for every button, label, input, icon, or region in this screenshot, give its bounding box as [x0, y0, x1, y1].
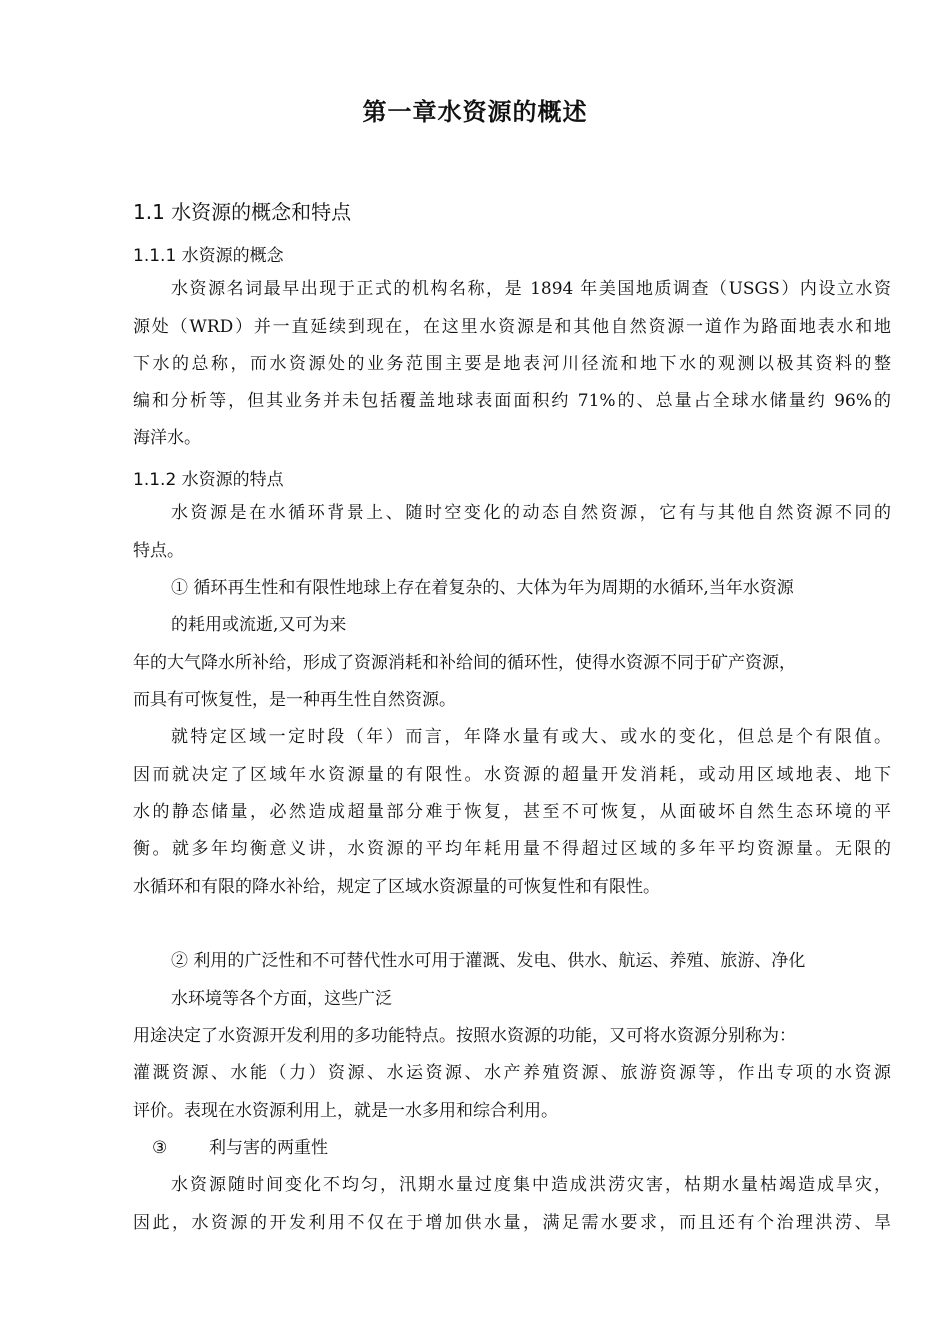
section-heading-1-1-2: 1.1.2 水资源的特点: [133, 470, 284, 490]
paragraph-line: 海洋水。: [133, 428, 201, 448]
paragraph-line: 水资源名词最早出现于正式的机构名称，是 1894 年美国地质调查（USGS）内设立水资: [171, 279, 891, 299]
list-item-1-line: 的耗用或流逝,又可为来: [171, 615, 347, 635]
paragraph-line: 因而就决定了区域年水资源量的有限性。水资源的超量开发消耗，或动用区域地表、地下: [133, 765, 891, 785]
section-heading-1-1: 1.1 水资源的概念和特点: [133, 200, 352, 224]
paragraph-line: 特点。: [133, 541, 184, 561]
list-item-2-line: ② 利用的广泛性和不可替代性水可用于灌溉、发电、供水、航运、养殖、旅游、净化: [171, 951, 806, 971]
paragraph-line: 编和分析等，但其业务并未包括覆盖地球表面面积约 71%的、总量占全球水储量约 96%的: [133, 391, 891, 411]
list-item-2-line: 水环境等各个方面，这些广泛: [171, 989, 392, 1009]
list-item-1-line: ① 循环再生性和有限性地球上存在着复杂的、大体为年为周期的水循环,当年水资源: [171, 578, 794, 598]
paragraph-line: 而具有可恢复性，是一种再生性自然资源。: [133, 690, 456, 710]
chapter-title: 第一章水资源的概述: [362, 98, 588, 126]
paragraph-line: 水循环和有限的降水补给，规定了区域水资源量的可恢复性和有限性。: [133, 877, 660, 897]
paragraph-line: 用途决定了水资源开发利用的多功能特点。按照水资源的功能，又可将水资源分别称为：: [133, 1026, 796, 1046]
paragraph-line: 水的静态储量，必然造成超量部分难于恢复，甚至不可恢复，从面破坏自然生态环境的平: [133, 802, 891, 822]
section-heading-1-1-1: 1.1.1 水资源的概念: [133, 246, 284, 266]
paragraph-line: 源处（WRD）并一直延续到现在，在这里水资源是和其他自然资源一道作为路面地表水和地: [133, 317, 891, 337]
paragraph-line: 下水的总称，而水资源处的业务范围主要是地表河川径流和地下水的观测以极其资料的整: [133, 354, 891, 374]
paragraph-line: 年的大气降水所补给，形成了资源消耗和补给间的循环性，使得水资源不同于矿产资源，: [133, 653, 796, 673]
paragraph-line: 评价。表现在水资源利用上，就是一水多用和综合利用。: [133, 1101, 558, 1121]
list-item-3-marker: ③: [152, 1138, 168, 1158]
paragraph-line: 水资源是在水循环背景上、随时空变化的动态自然资源，它有与其他自然资源不同的: [171, 503, 891, 523]
paragraph-line: 就特定区域一定时段（年）而言，年降水量有或大、或水的变化，但总是个有限值。: [171, 727, 891, 747]
paragraph-line: 衡。就多年均衡意义讲，水资源的平均年耗用量不得超过区域的多年平均资源量。无限的: [133, 839, 891, 859]
paragraph-line: 水资源随时间变化不均匀，汛期水量过度集中造成洪涝灾害，枯期水量枯竭造成旱灾，: [171, 1175, 891, 1195]
paragraph-line: 因此，水资源的开发利用不仅在于增加供水量，满足需水要求，而且还有个治理洪涝、旱: [133, 1213, 891, 1233]
paragraph-line: 灌溉资源、水能（力）资源、水运资源、水产养殖资源、旅游资源等，作出专项的水资源: [133, 1063, 891, 1083]
list-item-3-text: 利与害的两重性: [209, 1138, 328, 1158]
